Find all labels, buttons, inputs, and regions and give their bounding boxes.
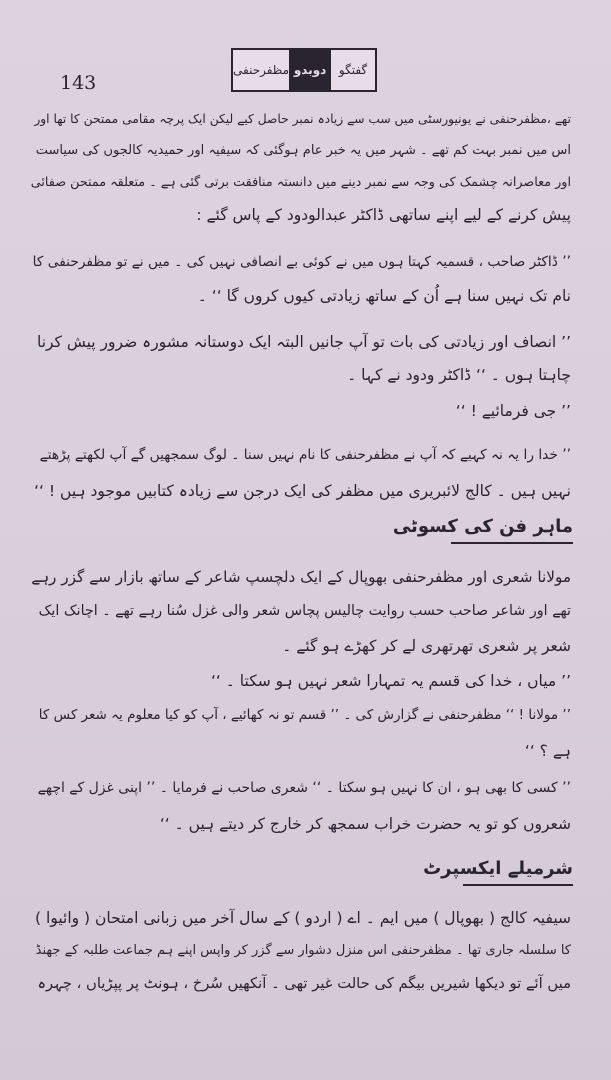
text-line: ’’ مولانا ! ‘‘ مظفرحنفی نے گزارش کی ۔ ’’ قسم تو نہ کھائیے ، آپ کو کیا معلوم یہ شعر کس کا	[38, 707, 571, 723]
text-line: چاہتا ہوں ۔ ‘‘ ڈاکٹر ودود نے کہا ۔	[347, 366, 571, 384]
section-heading: ماہر فن کی کسوٹی	[392, 516, 573, 537]
text-line: تھے اور شاعر صاحب حسب روایت چالیس پچاس شعر والی غزل سُنا رہے تھے ۔ اچانک ایک	[38, 603, 571, 619]
text-line: شعروں کو تو یہ حضرت خراب سمجھ کر خارج کر دیتے ہیں ۔ ‘‘	[159, 815, 571, 833]
text-line: ’’ میاں ، خدا کی قسم یہ تمہارا شعر نہیں ہو سکتا ۔ ‘‘	[211, 672, 571, 690]
text-line: نام تک نہیں سنا ہے اُن کے ساتھ زیادتی کیوں کروں گا ‘‘ ۔	[197, 287, 571, 305]
text-line: کا سلسلہ جاری تھا ۔ مظفرحنفی اس منزل دشوار سے گزر کر واپس اپنے ہم جماعت طلبہ کے جھنڈ	[35, 943, 571, 958]
text-line: پیش کرنے کے لیے اپنے ساتھی ڈاکٹر عبدالودود کے پاس گئے :	[196, 206, 571, 224]
text-line: ’’ خدا را یہ نہ کہیے کہ آپ نے مظفرحنفی کا نام نہیں سنا ۔ لوگ سمجھیں گے آپ لکھتے پڑھتے	[39, 447, 571, 463]
text-line: اور معاصرانہ چشمک کی وجہ سے نمبر دینے میں دانستہ منافقت برتی گئی ہے ۔ متعلقہ ممتحن صفائی	[30, 175, 571, 190]
text-line: ’’ کسی کا بھی ہو ، ان کا نہیں ہو سکتا ۔ ‘‘ شعری صاحب نے فرمایا ۔ ’’ اپنی غزل کے اچھے	[37, 780, 571, 796]
text-line: ’’ جی فرمائیے ! ‘‘	[455, 402, 571, 420]
text-line: مولانا شعری اور مظفرحنفی بھوپال کے ایک دلچسپ شاعر کے ساتھ بازار سے گزر رہے	[31, 568, 571, 586]
logo-right-text: مظفرحنفی	[233, 50, 290, 90]
section-heading: شرمیلے ایکسپرٹ	[423, 858, 573, 879]
text-line: تھے ،مظفرحنفی نے یونیورسٹی میں سب سے زیادہ نمبر حاصل کیے لیکن ایک پرچہ مقامی ممتحن کا تھا اور	[34, 112, 571, 126]
heading-underline	[463, 884, 573, 886]
text-line: ’’ انصاف اور زیادتی کی بات تو آپ جانیں البتہ ایک دوستانہ مشورہ ضرور پیش کرنا	[36, 333, 571, 351]
page-number: 143	[60, 72, 97, 94]
text-line: سیفیہ کالج ( بھوپال ) میں ایم ۔ اے ( اردو ) کے سال آخر میں زبانی امتحان ( وائیوا )	[35, 909, 571, 927]
running-header-logo	[231, 48, 377, 92]
text-line: اس میں نمبر بہت کم تھے ۔ شہر میں یہ خبر عام ہوگئی کہ سیفیہ اور حمیدیہ کالجوں کی سیاست	[35, 143, 571, 158]
logo-middle-text: دوبدو	[290, 50, 330, 90]
text-line: ’’ ڈاکٹر صاحب ، قسمیہ کہتا ہوں میں نے کوئی بے انصافی نہیں کی ۔ میں نے تو مظفرحنفی کا	[32, 254, 571, 270]
text-line: میں آئے تو دیکھا شیریں بیگم کی حالت غیر تھی ۔ آنکھیں سُرخ ، ہونٹ پر پپڑیاں ، چہرہ	[37, 975, 571, 992]
text-line: نہیں ہیں ۔ کالج لائبریری میں مظفر کی ایک درجن سے زیادہ کتابیں موجود ہیں ! ‘‘	[34, 482, 571, 500]
heading-underline	[451, 542, 573, 544]
text-line: شعر پر شعری تھرتھری لے کر کھڑے ہو گئے ۔	[282, 637, 571, 655]
text-line: ہے ؟ ‘‘	[524, 742, 571, 760]
logo-left-text: گفتگو	[330, 50, 375, 90]
